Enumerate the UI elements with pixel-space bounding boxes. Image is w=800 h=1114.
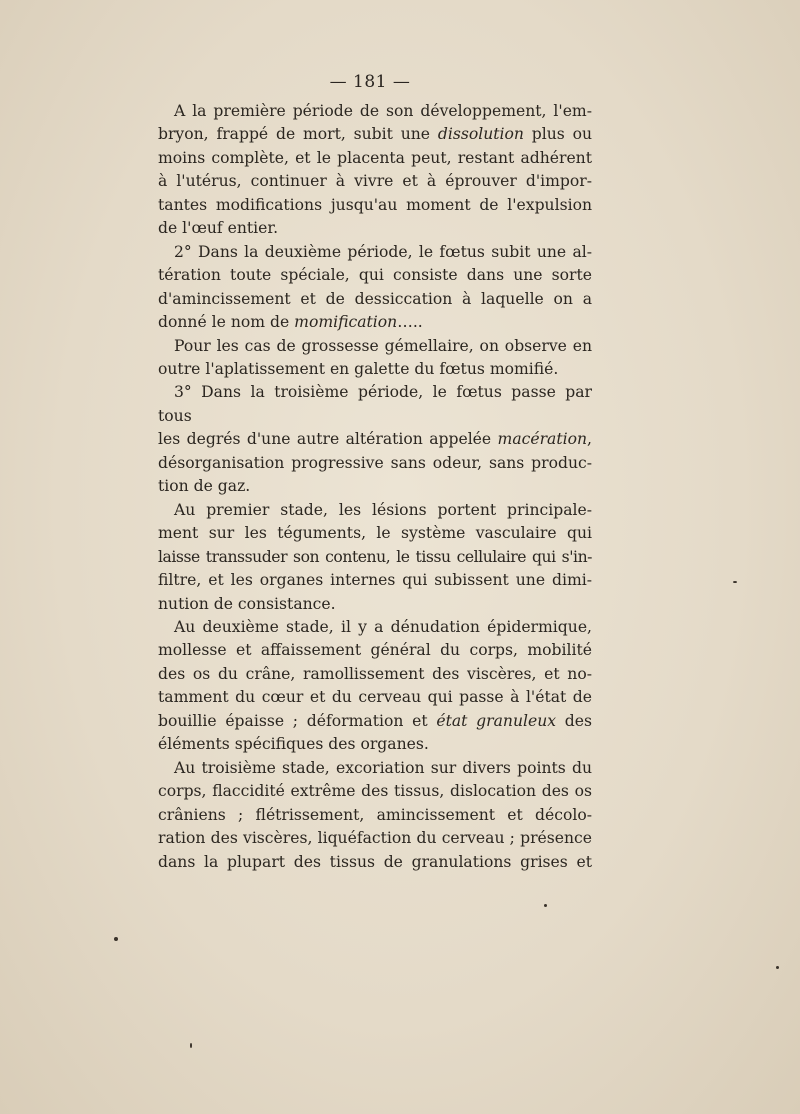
text-line: laisse transsuder son contenu, le tissu cellulaire qui s'in-	[158, 547, 592, 566]
text-line: Au troisième stade, excoriation sur divers points du	[174, 758, 592, 777]
text-line: donné le nom de momification…..	[158, 313, 423, 332]
paragraph-twin-pregnancy	[158, 335, 592, 382]
text-line: crâniens ; flétrissement, amincissement et décolo-	[158, 805, 592, 824]
text-line: les degrés d'une autre altération appelée macération,	[158, 430, 592, 449]
text-line: à l'utérus, continuer à vivre et à éprouver d'impor-	[158, 172, 592, 191]
text-line: Au premier stade, les lésions portent principale-	[174, 500, 592, 519]
page-number: — 181 —	[329, 72, 411, 92]
text-line: ration des viscères, liquéfaction du cerveau ; présence	[158, 829, 592, 848]
paper-speck	[776, 966, 779, 969]
text-line: bryon, frappé de mort, subit une dissolution plus ou	[158, 125, 592, 144]
paragraph-first-stage	[158, 499, 592, 616]
body-text	[158, 100, 592, 874]
text-line: tion de gaz.	[158, 477, 251, 496]
italic-term: macération	[497, 430, 588, 449]
text-line: nution de consistance.	[158, 594, 336, 613]
italic-term: état granuleux	[436, 711, 557, 730]
paper-speck	[544, 904, 547, 907]
text-line: tamment du cœur et du cerveau qui passe à l'état de	[158, 688, 592, 707]
text-line: d'amincissement et de dessiccation à laquelle on a	[158, 289, 592, 308]
text-line: moins complète, et le placenta peut, restant adhérent	[158, 148, 592, 167]
text-line: tération toute spéciale, qui consiste dans une sorte	[158, 266, 592, 285]
text-line: filtre, et les organes internes qui subissent une dimi-	[158, 571, 592, 590]
text-line: des os du crâne, ramollissement des viscères, et no-	[158, 664, 592, 683]
paper-speck	[733, 581, 737, 583]
text-line: outre l'aplatissement en galette du fœtus momifié.	[158, 359, 559, 378]
text-line: tantes modifications jusqu'au moment de l'expulsion	[158, 195, 592, 214]
text-line: 2° Dans la deuxième période, le fœtus subit une al-	[174, 242, 592, 261]
paper-speck	[190, 1043, 192, 1048]
text-line: mollesse et affaissement général du corps, mobilité	[158, 641, 592, 660]
text-line: bouillie épaisse ; déformation et état granuleux des	[158, 711, 593, 730]
text-line: A la première période de son développement, l'em-	[174, 102, 592, 120]
text-line: dans la plupart des tissus de granulations grises et	[158, 852, 592, 871]
paragraph-third-period	[158, 381, 592, 498]
paragraph-second-period	[158, 241, 592, 335]
paper-speck	[114, 937, 118, 941]
text-line: 3° Dans la troisième période, le fœtus passe par tous	[158, 383, 592, 425]
text-line: de l'œuf entier.	[158, 219, 279, 238]
italic-term: momification	[294, 313, 398, 332]
text-line: Au deuxième stade, il y a dénudation épidermique,	[174, 617, 592, 636]
text-line: corps, flaccidité extrême des tissus, dislocation des os	[158, 782, 592, 801]
paragraph-embryo-dissolution	[158, 100, 592, 241]
text-line: ment sur les téguments, le système vasculaire qui	[158, 524, 592, 543]
text-line: Pour les cas de grossesse gémellaire, on observe en	[174, 336, 592, 355]
text-line: éléments spécifiques des organes.	[158, 735, 429, 754]
text-line: désorganisation progressive sans odeur, sans produc-	[158, 453, 592, 472]
paragraph-third-stage	[158, 757, 592, 874]
paragraph-second-stage	[158, 616, 592, 757]
italic-term: dissolution	[437, 125, 524, 144]
